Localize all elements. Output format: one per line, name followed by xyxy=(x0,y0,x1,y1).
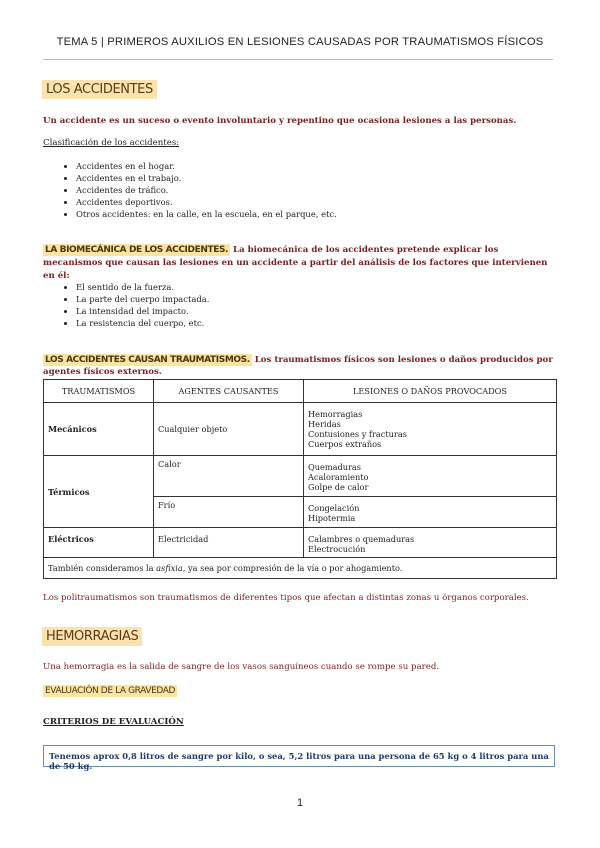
biomechanics-label: LA BIOMECÁNICA DE LOS ACCIDENTES. xyxy=(45,245,229,255)
trauma-type: Mecánicos xyxy=(44,403,154,456)
page-header: TEMA 5 | PRIMEROS AUXILIOS EN LESIONES CAUSADAS POR TRAUMATISMOS FÍSICOS xyxy=(56,36,544,48)
lesion-item: Golpe de calor xyxy=(308,482,369,492)
table-row xyxy=(44,528,557,558)
trauma-type: Eléctricos xyxy=(44,528,154,558)
table-row xyxy=(44,403,557,456)
list-item: • Otros accidentes: en la calle, en la escuela, en el parque, etc. xyxy=(76,208,337,220)
biomechanics-list xyxy=(62,281,209,329)
lesion-item: Calambres o quemaduras xyxy=(308,534,415,544)
gravity-evaluation-label: EVALUACIÓN DE LA GRAVEDAD xyxy=(45,686,176,696)
criteria-heading: CRITERIOS DE EVALUACIÓN xyxy=(43,717,184,727)
agent-cell: Calor xyxy=(154,456,304,497)
lesion-item: Congelación xyxy=(308,503,360,513)
note-text: También consideramos la xyxy=(48,563,157,573)
page-number: 1 xyxy=(296,797,304,809)
list-item: • Accidentes en el trabajo. xyxy=(76,172,337,184)
table-footer-row xyxy=(44,558,557,579)
agent-cell: Cualquier objeto xyxy=(154,403,304,456)
table-row xyxy=(44,456,557,497)
lesion-item: Acaloramiento xyxy=(308,472,369,482)
agent-cell: Electricidad xyxy=(154,528,304,558)
list-item: • Accidentes en el hogar. xyxy=(76,160,337,172)
list-item: • Accidentes de tráfico. xyxy=(76,184,337,196)
list-item: • El sentido de la fuerza. xyxy=(76,281,209,293)
lesions-cell xyxy=(304,456,557,497)
accident-definition: Un accidente es un suceso o evento involuntario y repentino que ocasiona lesiones a las personas. xyxy=(43,116,517,126)
list-item: • La intensidad del impacto. xyxy=(76,305,209,317)
section-title-accidentes: LOS ACCIDENTES xyxy=(42,80,157,99)
lesions-cell xyxy=(304,403,557,456)
hemorrhage-definition: Una hemorragia es la salida de sangre de los vasos sanguíneos cuando se rompe su pared. xyxy=(43,662,440,672)
lesion-item: Electrocución xyxy=(308,544,366,554)
lesion-item: Quemaduras xyxy=(308,462,361,472)
classification-label: Clasificación de los accidentes: xyxy=(43,138,180,148)
col-header: LESIONES O DAÑOS PROVOCADOS xyxy=(304,380,557,403)
table-header-row xyxy=(44,380,557,403)
header-divider xyxy=(43,59,553,60)
trauma-label: LOS ACCIDENTES CAUSAN TRAUMATISMOS. xyxy=(45,355,250,365)
lesions-cell xyxy=(304,497,557,528)
asphyxia-note xyxy=(44,558,557,579)
list-item: • La resistencia del cuerpo, etc. xyxy=(76,317,209,329)
trauma-text: Los traumatismos físicos son lesiones o daños producidos por agentes físicos externos. xyxy=(43,355,553,377)
gravity-evaluation-label-wrap xyxy=(43,685,177,697)
blood-volume-box: Tenemos aprox 0,8 litros de sangre por kilo, o sea, 5,2 litros para una persona de 65 kg o 4 litros para una de 50 kg. xyxy=(43,745,555,767)
note-emphasis: asfixia xyxy=(156,563,183,573)
trauma-paragraph xyxy=(43,354,557,378)
trauma-table xyxy=(43,379,557,579)
col-header: TRAUMATISMOS xyxy=(44,380,154,403)
polytrauma-note: Los politraumatismos son traumatismos de diferentes tipos que afectan a distintas zonas u órganos corporales. xyxy=(43,593,529,603)
list-item: • La parte del cuerpo impactada. xyxy=(76,293,209,305)
trauma-type: Térmicos xyxy=(44,456,154,528)
biomechanics-text: La biomecánica de los accidentes pretende explicar los mecanismos que causan las lesiones en un accidente a partir del análisis de los factores que intervienen en él: xyxy=(43,245,548,281)
lesion-item: Cuerpos extraños xyxy=(308,439,382,449)
lesion-item: Heridas xyxy=(308,419,341,429)
agent-cell: Frío xyxy=(154,497,304,528)
note-text: , ya sea por compresión de la vía o por ahogamiento. xyxy=(182,563,403,573)
lesions-cell xyxy=(304,528,557,558)
lesion-item: Hemorragias xyxy=(308,409,363,419)
col-header: AGENTES CAUSANTES xyxy=(154,380,304,403)
section-title-hemorragias: HEMORRAGIAS xyxy=(42,627,142,646)
lesion-item: Contusiones y fracturas xyxy=(308,429,407,439)
lesion-item: Hipotermia xyxy=(308,513,356,523)
list-item: • Accidentes deportivos. xyxy=(76,196,337,208)
classification-list xyxy=(62,160,337,220)
biomechanics-paragraph xyxy=(43,244,557,283)
